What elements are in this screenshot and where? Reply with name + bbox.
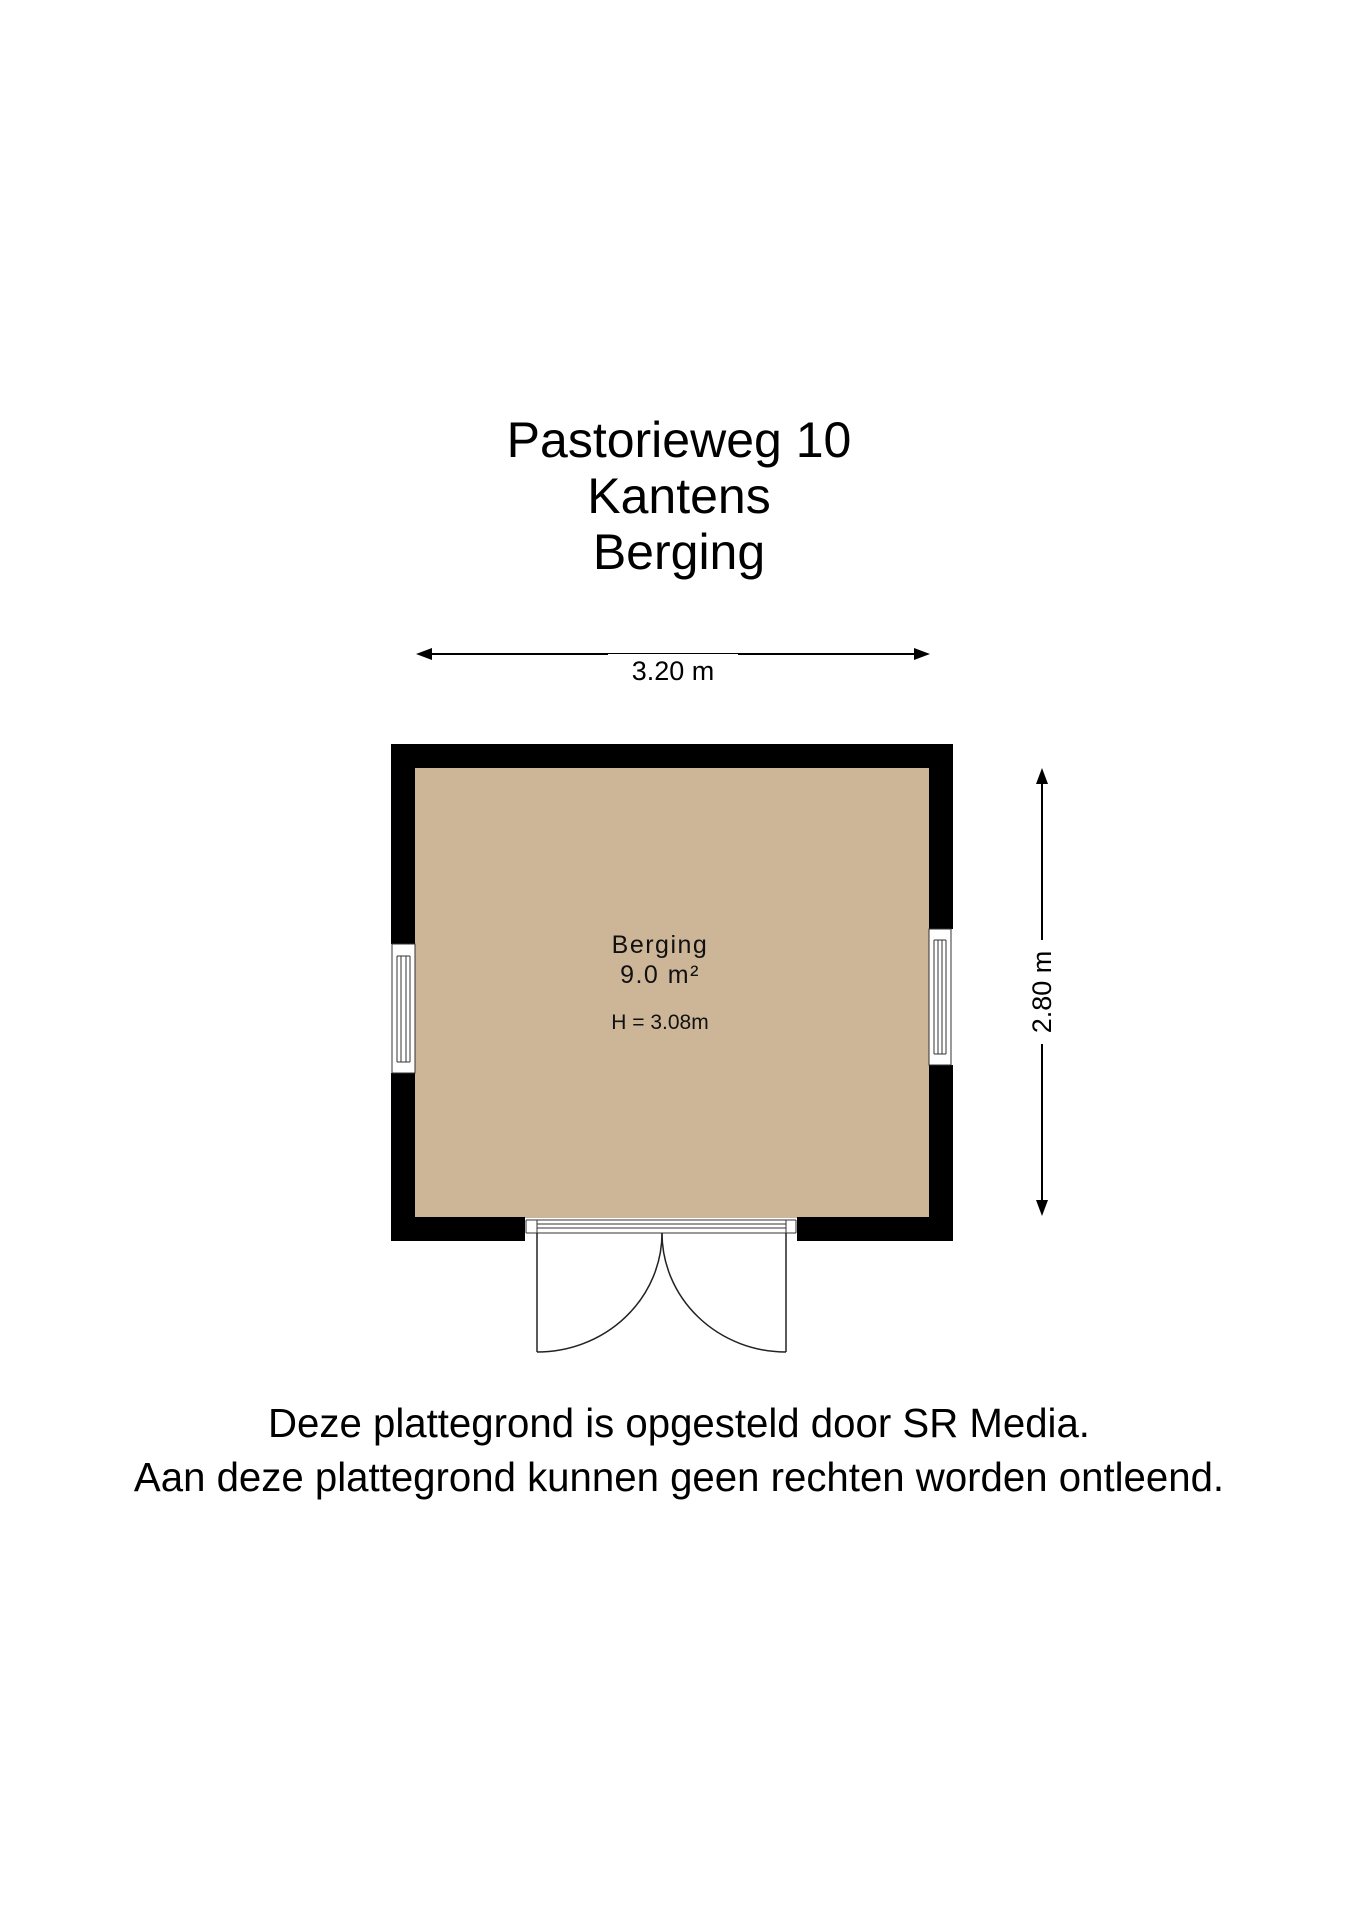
width-dimension-label: 3.20 m [608, 654, 738, 688]
disclaimer-line-2: Aan deze plattegrond kunnen geen rechten worden ontleend. [133, 1454, 1225, 1500]
double-door-swing [537, 1233, 786, 1352]
floor-name-title: Berging [592, 524, 766, 580]
door-frame [525, 1218, 797, 1240]
left-window [392, 944, 415, 1073]
right-window [929, 929, 951, 1065]
address-title: Pastorieweg 10 [506, 412, 852, 468]
room-floor [413, 766, 931, 1218]
city-title: Kantens [587, 468, 771, 524]
depth-dimension-label: 2.80 m [1025, 940, 1059, 1044]
room-height-label: H = 3.08m [611, 1011, 709, 1034]
room-area-label: 9.0 m² [620, 961, 700, 989]
disclaimer [0, 1396, 1358, 1504]
disclaimer-line-1: Deze plattegrond is opgesteld door SR Media. [268, 1400, 1090, 1446]
room-name-label: Berging [611, 931, 709, 959]
